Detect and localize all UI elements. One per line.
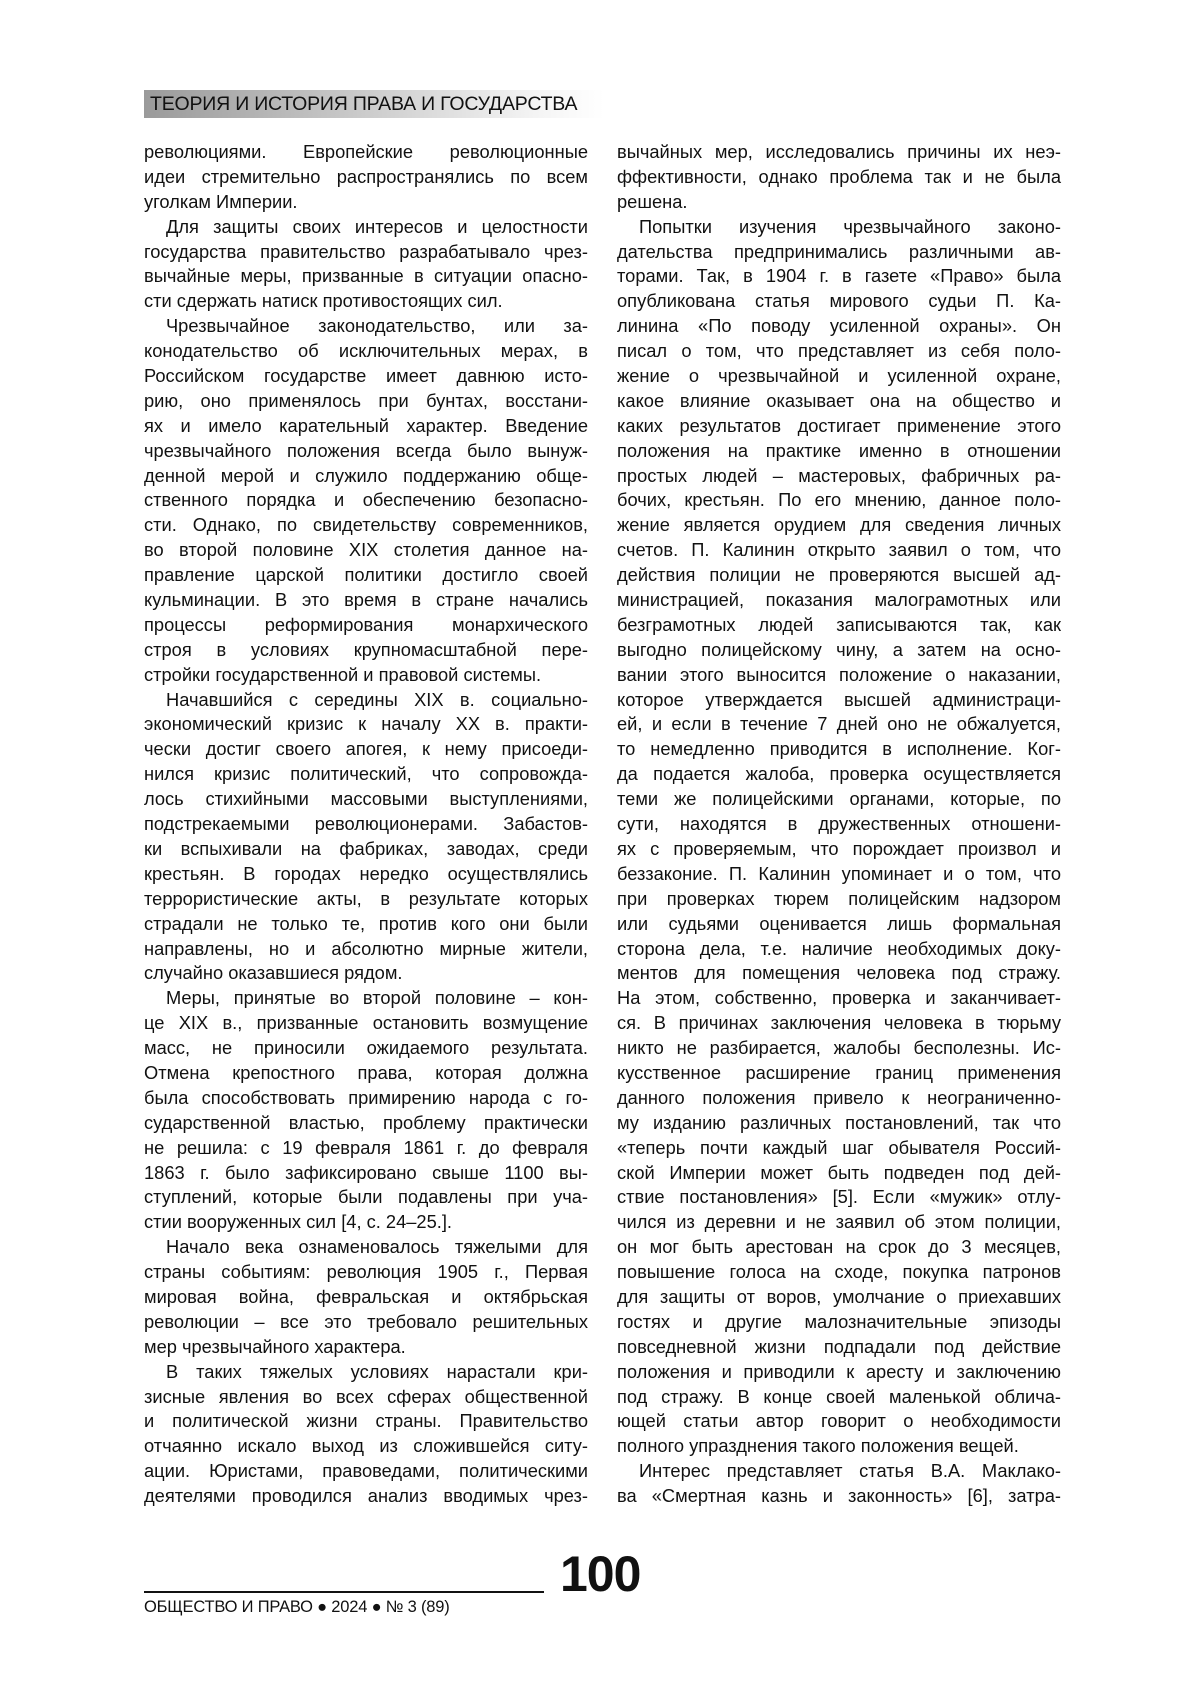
text-line: положения на практике именно в отношении: [617, 439, 1061, 464]
text-line: отчаянно искало выход из сложившейся ситу-: [144, 1434, 588, 1459]
text-line: сторона дела, т.е. наличие необходимых доку-: [617, 937, 1061, 962]
footer-rule: [144, 1591, 544, 1593]
text-line: гостях и другие малозначительные эпизоды: [617, 1310, 1061, 1335]
text-line: какое влияние оказывает она на общество и: [617, 389, 1061, 414]
text-line: действия полиции не проверяются высшей ад-: [617, 563, 1061, 588]
text-line: ственного порядка и обеспечению безопасно-: [144, 488, 588, 513]
text-line: случайно оказавшиеся рядом.: [144, 961, 588, 986]
text-line: Меры, принятые во второй половине – кон-: [144, 986, 588, 1011]
text-line: государства правительство разрабатывало чрез-: [144, 240, 588, 265]
section-header: [144, 90, 604, 118]
text-line: дательства предпринимались различными ав-: [617, 240, 1061, 265]
text-line: то немедленно приводится в исполнение. Ког-: [617, 737, 1061, 762]
text-line: сти. Однако, по свидетельству современников,: [144, 513, 588, 538]
text-line: решена.: [617, 190, 1061, 215]
text-line: Начавшийся с середины XIX в. социально-: [144, 688, 588, 713]
text-line: стройки государственной и правовой системы.: [144, 663, 588, 688]
text-line: ментов для помещения человека под стражу.: [617, 961, 1061, 986]
text-line: революциями. Европейские революционные: [144, 140, 588, 165]
text-line: рию, оно применялось при бунтах, восстани-: [144, 389, 588, 414]
journal-footer: ОБЩЕСТВО И ПРАВО ● 2024 ● № 3 (89): [144, 1598, 450, 1617]
text-line: конодательство об исключительных мерах, в: [144, 339, 588, 364]
text-line: сти сдержать натиск противостоящих сил.: [144, 289, 588, 314]
text-line: деятелями проводился анализ вводимых чрез-: [144, 1484, 588, 1509]
text-line: направлены, но и абсолютно мирные жители,: [144, 937, 588, 962]
text-line: ации. Юристами, правоведами, политическими: [144, 1459, 588, 1484]
text-line: це XIX в., призванные остановить возмущение: [144, 1011, 588, 1036]
text-line: На этом, собственно, проверка и заканчивает-: [617, 986, 1061, 1011]
text-line: му изданию различных постановлений, так что: [617, 1111, 1061, 1136]
text-line: уголкам Империи.: [144, 190, 588, 215]
text-line: денной мерой и служило поддержанию обще-: [144, 464, 588, 489]
text-line: кусственное расширение границ применения: [617, 1061, 1061, 1086]
paragraph: [617, 215, 1061, 1460]
text-line: чески достиг своего апогея, к нему присоеди-: [144, 737, 588, 762]
text-line: повседневной жизни подпадали под действие: [617, 1335, 1061, 1360]
text-line: нился кризис политический, что сопровожда-: [144, 762, 588, 787]
text-line: линина «По поводу усиленной охраны». Он: [617, 314, 1061, 339]
text-line: безграмотных людей записываются так, как: [617, 613, 1061, 638]
text-line: чился из деревни и не заявил об этом полиции,: [617, 1210, 1061, 1235]
text-line: каких результатов достигает применение этого: [617, 414, 1061, 439]
paragraph: [144, 1235, 588, 1359]
paragraph: [144, 314, 588, 687]
text-line: страдали не только те, против кого они были: [144, 912, 588, 937]
text-line: для защиты от воров, умолчание о приехавших: [617, 1285, 1061, 1310]
text-line: «теперь почти каждый шаг обывателя Россий-: [617, 1136, 1061, 1161]
section-title: ТЕОРИЯ И ИСТОРИЯ ПРАВА И ГОСУДАРСТВА: [150, 93, 577, 116]
text-line: жение является орудием для сведения личных: [617, 513, 1061, 538]
text-line: счетов. П. Калинин открыто заявил о том, что: [617, 538, 1061, 563]
text-line: подстрекаемыми революционерами. Забастов-: [144, 812, 588, 837]
text-line: экономический кризис к началу XX в. практи-: [144, 712, 588, 737]
text-line: ступлений, которые были подавлены при уча-: [144, 1185, 588, 1210]
text-line: простых людей – мастеровых, фабричных ра-: [617, 464, 1061, 489]
text-line: ффективности, однако проблема так и не была: [617, 165, 1061, 190]
page-number: 100: [560, 1545, 640, 1603]
text-line: вании этого выносится положение о наказании,: [617, 663, 1061, 688]
paragraph: [617, 1459, 1061, 1509]
text-line: Российском государстве имеет давнюю исто-: [144, 364, 588, 389]
text-line: торами. Так, в 1904 г. в газете «Право» была: [617, 264, 1061, 289]
text-line: во второй половине XIX столетия данное на-: [144, 538, 588, 563]
text-line: лось стихийными массовыми выступлениями,: [144, 787, 588, 812]
text-line: зисные явления во всех сферах общественной: [144, 1385, 588, 1410]
text-line: мировая война, февральская и октябрьская: [144, 1285, 588, 1310]
text-line: террористические акты, в результате которых: [144, 887, 588, 912]
text-line: правление царской политики достигло своей: [144, 563, 588, 588]
text-line: революции – все это требовало решительных: [144, 1310, 588, 1335]
text-line: ствие постановления» [5]. Если «мужик» отлу-: [617, 1185, 1061, 1210]
text-line: процессы реформирования монархического: [144, 613, 588, 638]
text-line: ва «Смертная казнь и законность» [6], затра-: [617, 1484, 1061, 1509]
text-line: Чрезвычайное законодательство, или за-: [144, 314, 588, 339]
text-line: кульминации. В это время в стране начались: [144, 588, 588, 613]
text-line: сударственной властью, проблему практически: [144, 1111, 588, 1136]
text-line: масс, не приносили ожидаемого результата.: [144, 1036, 588, 1061]
text-line: идеи стремительно распространялись по всем: [144, 165, 588, 190]
paragraph: [144, 215, 588, 315]
text-line: крестьян. В городах нередко осуществлялись: [144, 862, 588, 887]
text-line: писал о том, что представляет из себя поло-: [617, 339, 1061, 364]
text-line: ях с проверяемым, что порождает произвол и: [617, 837, 1061, 862]
text-line: беззаконие. П. Калинин упоминает и о том, что: [617, 862, 1061, 887]
text-line: которое утверждается высшей администраци-: [617, 688, 1061, 713]
text-line: была способствовать примирению народа с го-: [144, 1086, 588, 1111]
text-line: Начало века ознаменовалось тяжелыми для: [144, 1235, 588, 1260]
text-column-left: [144, 140, 588, 1509]
text-line: вычайные меры, призванные в ситуации опасно-: [144, 264, 588, 289]
text-line: да подается жалоба, проверка осуществляется: [617, 762, 1061, 787]
text-column-right: [617, 140, 1061, 1509]
text-line: полного упразднения такого положения вещей.: [617, 1434, 1061, 1459]
text-line: бочих, крестьян. По его мнению, данное поло-: [617, 488, 1061, 513]
text-line: Для защиты своих интересов и целостности: [144, 215, 588, 240]
text-line: страны событиям: революция 1905 г., Первая: [144, 1260, 588, 1285]
text-line: при проверках тюрем полицейским надзором: [617, 887, 1061, 912]
text-line: под стражу. В конце своей маленькой обличa-: [617, 1385, 1061, 1410]
text-line: положения и приводили к аресту и заключению: [617, 1360, 1061, 1385]
text-line: данного положения привело к неограниченно-: [617, 1086, 1061, 1111]
text-line: выгодно полицейскому чину, а затем на осно-: [617, 638, 1061, 663]
text-line: В таких тяжелых условиях нарастали кри-: [144, 1360, 588, 1385]
text-line: теми же полицейскими органами, которые, по: [617, 787, 1061, 812]
text-line: он мог быть арестован на срок до 3 месяцев,: [617, 1235, 1061, 1260]
text-line: Попытки изучения чрезвычайного законо-: [617, 215, 1061, 240]
text-line: ющей статьи автор говорит о необходимости: [617, 1409, 1061, 1434]
text-line: 1863 г. было зафиксировано свыше 1100 вы-: [144, 1161, 588, 1186]
text-line: опубликована статья мирового судьи П. Ка-: [617, 289, 1061, 314]
paragraph: [617, 140, 1061, 215]
text-line: ской Империи может быть подведен под дей-: [617, 1161, 1061, 1186]
text-line: и политической жизни страны. Правительство: [144, 1409, 588, 1434]
text-line: ки вспыхивали на фабриках, заводах, среди: [144, 837, 588, 862]
text-line: жение о чрезвычайной и усиленной охране,: [617, 364, 1061, 389]
text-line: ей, и если в течение 7 дней оно не обжалуется,: [617, 712, 1061, 737]
text-line: не решила: с 19 февраля 1861 г. до февраля: [144, 1136, 588, 1161]
text-line: сути, находятся в дружественных отношени-: [617, 812, 1061, 837]
text-line: ях и имело карательный характер. Введение: [144, 414, 588, 439]
paragraph: [144, 1360, 588, 1509]
text-line: Отмена крепостного права, которая должна: [144, 1061, 588, 1086]
text-line: никто не разбирается, жалобы бесполезны. Ис-: [617, 1036, 1061, 1061]
paragraph: [144, 986, 588, 1235]
text-line: строя в условиях крупномасштабной пере-: [144, 638, 588, 663]
text-line: чрезвычайного положения всегда было вынуж-: [144, 439, 588, 464]
text-line: или судьями оценивается лишь формальная: [617, 912, 1061, 937]
paragraph: [144, 140, 588, 215]
text-line: ся. В причинах заключения человека в тюрьму: [617, 1011, 1061, 1036]
text-line: министрацией, показания малограмотных или: [617, 588, 1061, 613]
text-line: Интерес представляет статья В.А. Маклако-: [617, 1459, 1061, 1484]
text-line: вычайных мер, исследовались причины их неэ-: [617, 140, 1061, 165]
paragraph: [144, 688, 588, 987]
text-line: повышение голоса на сходе, покупка патронов: [617, 1260, 1061, 1285]
text-line: стии вооруженных сил [4, с. 24–25.].: [144, 1210, 588, 1235]
text-line: мер чрезвычайного характера.: [144, 1335, 588, 1360]
